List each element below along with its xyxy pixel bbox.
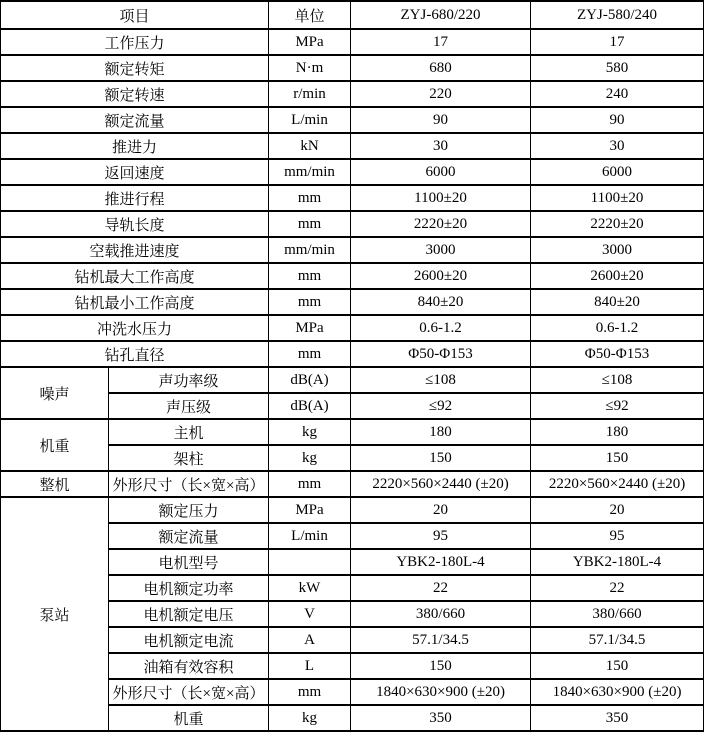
header-unit-cell: 单位 — [269, 1, 351, 29]
unit-cell: mm — [269, 263, 351, 289]
value-cell-model2: 1100±20 — [531, 185, 704, 211]
value-cell-model1: ≤92 — [351, 393, 531, 419]
item-cell: 声功率级 — [109, 367, 269, 393]
value-cell-model1: 150 — [351, 445, 531, 471]
header-model1-cell: ZYJ-680/220 — [351, 1, 531, 29]
item-cell: 外形尺寸（长×宽×高） — [109, 471, 269, 497]
item-cell: 架柱 — [109, 445, 269, 471]
table-row — [1, 497, 704, 523]
item-cell: 推进行程 — [1, 185, 269, 211]
group-cell-whole-machine: 整机 — [1, 471, 109, 497]
value-cell-model1: Φ50-Φ153 — [351, 341, 531, 367]
value-cell-model1: 220 — [351, 81, 531, 107]
header-model2-cell: ZYJ-580/240 — [531, 1, 704, 29]
item-cell: 空载推进速度 — [1, 237, 269, 263]
item-cell: 额定流量 — [1, 107, 269, 133]
table-row — [1, 341, 704, 367]
value-cell-model1: 30 — [351, 133, 531, 159]
value-cell-model1: 90 — [351, 107, 531, 133]
value-cell-model1: 2220±20 — [351, 211, 531, 237]
item-cell: 电机额定电压 — [109, 601, 269, 627]
value-cell-model2: 840±20 — [531, 289, 704, 315]
item-cell: 声压级 — [109, 393, 269, 419]
unit-cell: L — [269, 653, 351, 679]
table-row — [1, 159, 704, 185]
value-cell-model1: 1100±20 — [351, 185, 531, 211]
unit-cell: A — [269, 627, 351, 653]
value-cell-model1: 680 — [351, 55, 531, 81]
table-row — [1, 237, 704, 263]
table-row — [1, 81, 704, 107]
value-cell-model2: 350 — [531, 705, 704, 731]
value-cell-model2: 1840×630×900 (±20) — [531, 679, 704, 705]
unit-cell: mm — [269, 341, 351, 367]
table-row — [1, 263, 704, 289]
value-cell-model1: 57.1/34.5 — [351, 627, 531, 653]
value-cell-model2: 2600±20 — [531, 263, 704, 289]
value-cell-model2: 95 — [531, 523, 704, 549]
unit-cell: mm/min — [269, 237, 351, 263]
table-row — [1, 107, 704, 133]
table-row — [1, 419, 704, 445]
value-cell-model2: 380/660 — [531, 601, 704, 627]
value-cell-model1: 150 — [351, 653, 531, 679]
item-cell: 钻机最小工作高度 — [1, 289, 269, 315]
unit-cell: kN — [269, 133, 351, 159]
unit-cell: V — [269, 601, 351, 627]
value-cell-model1: YBK2-180L-4 — [351, 549, 531, 575]
header-item-cell: 项目 — [1, 1, 269, 29]
unit-cell: kW — [269, 575, 351, 601]
value-cell-model1: 840±20 — [351, 289, 531, 315]
unit-cell: MPa — [269, 315, 351, 341]
value-cell-model2: 2220×560×2440 (±20) — [531, 471, 704, 497]
value-cell-model2: 3000 — [531, 237, 704, 263]
unit-cell: mm — [269, 211, 351, 237]
item-cell: 冲洗水压力 — [1, 315, 269, 341]
value-cell-model2: ≤92 — [531, 393, 704, 419]
value-cell-model1: 6000 — [351, 159, 531, 185]
item-cell: 外形尺寸（长×宽×高） — [109, 679, 269, 705]
value-cell-model1: 2220×560×2440 (±20) — [351, 471, 531, 497]
value-cell-model1: ≤108 — [351, 367, 531, 393]
table-row — [1, 133, 704, 159]
value-cell-model2: 180 — [531, 419, 704, 445]
value-cell-model1: 0.6-1.2 — [351, 315, 531, 341]
item-cell: 导轨长度 — [1, 211, 269, 237]
value-cell-model2: 2220±20 — [531, 211, 704, 237]
unit-cell: kg — [269, 445, 351, 471]
unit-cell: N·m — [269, 55, 351, 81]
value-cell-model1: 350 — [351, 705, 531, 731]
unit-cell: MPa — [269, 497, 351, 523]
value-cell-model2: 240 — [531, 81, 704, 107]
item-cell: 电机额定功率 — [109, 575, 269, 601]
value-cell-model1: 95 — [351, 523, 531, 549]
table-row — [1, 185, 704, 211]
unit-cell: dB(A) — [269, 367, 351, 393]
table-row — [1, 55, 704, 81]
unit-cell: MPa — [269, 29, 351, 55]
value-cell-model2: 150 — [531, 653, 704, 679]
value-cell-model1: 1840×630×900 (±20) — [351, 679, 531, 705]
value-cell-model2: YBK2-180L-4 — [531, 549, 704, 575]
value-cell-model1: 20 — [351, 497, 531, 523]
value-cell-model2: 17 — [531, 29, 704, 55]
unit-cell: mm — [269, 185, 351, 211]
table-row — [1, 471, 704, 497]
unit-cell: mm/min — [269, 159, 351, 185]
group-cell-weight: 机重 — [1, 419, 109, 471]
item-cell: 推进力 — [1, 133, 269, 159]
item-cell: 电机额定电流 — [109, 627, 269, 653]
value-cell-model2: ≤108 — [531, 367, 704, 393]
value-cell-model1: 3000 — [351, 237, 531, 263]
item-cell: 钻孔直径 — [1, 341, 269, 367]
unit-cell: L/min — [269, 523, 351, 549]
value-cell-model2: 90 — [531, 107, 704, 133]
table-row — [1, 211, 704, 237]
table-row — [1, 315, 704, 341]
value-cell-model2: 20 — [531, 497, 704, 523]
value-cell-model1: 380/660 — [351, 601, 531, 627]
value-cell-model1: 17 — [351, 29, 531, 55]
value-cell-model1: 22 — [351, 575, 531, 601]
table-row — [1, 289, 704, 315]
group-cell-pump-station: 泵站 — [1, 497, 109, 731]
value-cell-model2: 0.6-1.2 — [531, 315, 704, 341]
item-cell: 机重 — [109, 705, 269, 731]
unit-cell: kg — [269, 705, 351, 731]
value-cell-model1: 180 — [351, 419, 531, 445]
unit-cell: dB(A) — [269, 393, 351, 419]
item-cell: 油箱有效容积 — [109, 653, 269, 679]
item-cell: 额定转速 — [1, 81, 269, 107]
value-cell-model2: Φ50-Φ153 — [531, 341, 704, 367]
item-cell: 主机 — [109, 419, 269, 445]
value-cell-model2: 30 — [531, 133, 704, 159]
table-row — [1, 367, 704, 393]
unit-cell: mm — [269, 679, 351, 705]
value-cell-model1: 2600±20 — [351, 263, 531, 289]
table-row — [1, 29, 704, 55]
item-cell: 钻机最大工作高度 — [1, 263, 269, 289]
value-cell-model2: 6000 — [531, 159, 704, 185]
unit-cell: kg — [269, 419, 351, 445]
group-cell-noise: 噪声 — [1, 367, 109, 419]
item-cell: 额定压力 — [109, 497, 269, 523]
unit-cell: mm — [269, 289, 351, 315]
value-cell-model2: 150 — [531, 445, 704, 471]
unit-cell: mm — [269, 471, 351, 497]
item-cell: 工作压力 — [1, 29, 269, 55]
unit-cell — [269, 549, 351, 575]
unit-cell: L/min — [269, 107, 351, 133]
header-row — [1, 1, 704, 29]
item-cell: 额定转矩 — [1, 55, 269, 81]
value-cell-model2: 580 — [531, 55, 704, 81]
item-cell: 电机型号 — [109, 549, 269, 575]
unit-cell: r/min — [269, 81, 351, 107]
item-cell: 返回速度 — [1, 159, 269, 185]
value-cell-model2: 22 — [531, 575, 704, 601]
value-cell-model2: 57.1/34.5 — [531, 627, 704, 653]
item-cell: 额定流量 — [109, 523, 269, 549]
